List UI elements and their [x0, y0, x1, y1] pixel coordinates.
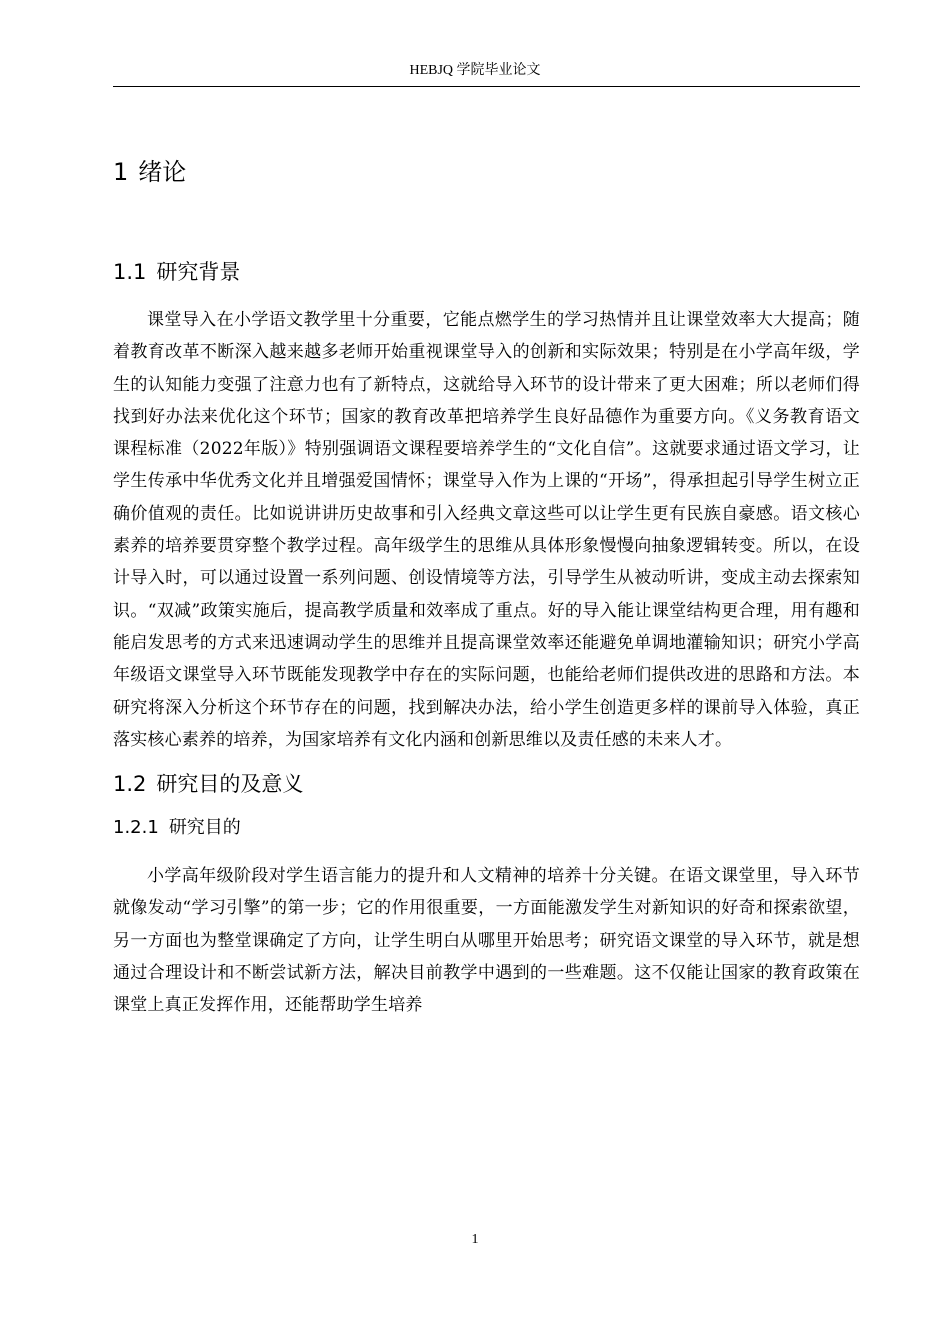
subsection-heading: [113, 810, 860, 846]
section-number: 1.1: [113, 260, 147, 284]
page-body: [113, 150, 860, 1022]
header-title: HEBJQ 学院毕业论文: [409, 63, 541, 78]
section-heading: [113, 764, 860, 804]
header-rule: [113, 86, 860, 87]
body-paragraph: 小学高年级阶段对学生语言能力的提升和人文精神的培养十分关键。在语文课堂里，导入环节就像发动“学习引擎”的第一步；它的作用很重要，一方面能激发学生对新知识的好奇和探索欲望，另一方面也为整堂课确定了方向，让学生明白从哪里开始思考；研究语文课堂的导入环节，就是想通过合理设计和不断尝试新方法，解决目前教学中遇到的一些难题。这不仅能让国家的教育政策在课堂上真正发挥作用，还能帮助学生培养: [113, 866, 860, 1016]
chapter-heading: [113, 150, 860, 194]
subsection-title: 研究目的: [168, 817, 241, 839]
chapter-number: 1: [113, 158, 129, 186]
section-number: 1.2: [113, 772, 147, 797]
subsection-number: 1.2.1: [113, 817, 159, 839]
section-title: 研究背景: [156, 260, 241, 284]
section-title: 研究目的及意义: [156, 772, 304, 797]
page-number: 1: [471, 1232, 479, 1247]
chapter-title: 绪论: [138, 158, 187, 186]
body-paragraph: 课堂导入在小学语文教学里十分重要，它能点燃学生的学习热情并且让课堂效率大大提高；随着教育改革不断深入越来越多老师开始重视课堂导入的创新和实际效果；特别是在小学高年级，学生的认知能力变强了注意力也有了新特点，这就给导入环节的设计带来了更大困难；所以老师们得找到好办法来优化这个环节；国家的教育改革把培养学生良好品德作为重要方向。《义务教育语文课程标准（2022年版）》特别强调语文课程要培养学生的“文化自信”。这就要求通过语文学习，让学生传承中华优秀文化并且增强爱国情怀；课堂导入作为上课的“开场”，得承担起引导学生树立正确价值观的责任。比如说讲讲历史故事和引入经典文章这些可以让学生更有民族自豪感。语文核心素养的培养要贯穿整个教学过程。高年级学生的思维从具体形象慢慢向抽象逻辑转变。所以，在设计导入时，可以通过设置一系列问题、创设情境等方法，引导学生从被动听讲，变成主动去探索知识。“双减”政策实施后，提高教学质量和效率成了重点。好的导入能让课堂结构更合理，用有趣和能启发思考的方式来迅速调动学生的思维并且提高课堂效率还能避免单调地灌输知识；研究小学高年级语文课堂导入环节既能发现教学中存在的实际问题，也能给老师们提供改进的思路和方法。本研究将深入分析这个环节存在的问题，找到解决办法，给小学生创造更多样的课前导入体验，真正落实核心素养的培养，为国家培养有文化内涵和创新思维以及责任感的未来人才。: [113, 310, 860, 750]
section-heading: [113, 252, 860, 292]
